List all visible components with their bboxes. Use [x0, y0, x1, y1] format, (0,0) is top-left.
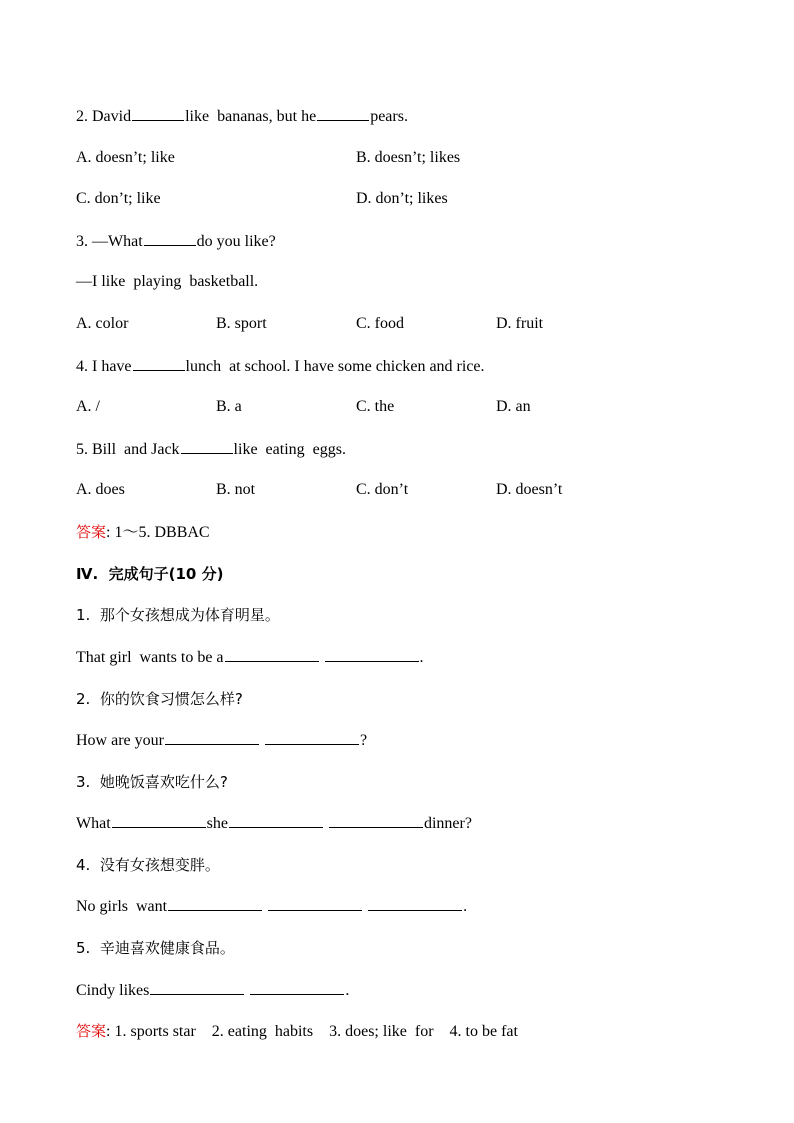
question-4: 4. I have lunch at school. I have some chicken and rice. [76, 358, 485, 375]
answer-blank [144, 231, 196, 246]
question-3-reply: —I like playing basketball. [76, 273, 259, 290]
answer-blank [150, 980, 244, 995]
answer-blank [225, 647, 319, 662]
sentence-4-english: No girls want . [76, 898, 468, 915]
question-3: 3. —What do you like? [76, 233, 276, 250]
option-d: D. doesn’t [496, 481, 563, 498]
answer-blank [368, 896, 462, 911]
answer-key-2: 答案: 1. sports star 2. eating habits 3. does; like for 4. to be fat [76, 1022, 518, 1040]
option-a: A. does [76, 481, 125, 498]
answer-blank [317, 106, 369, 121]
answer-blank [329, 813, 423, 828]
sentence-1-chinese: 1. 那个女孩想成为体育明星。 [76, 606, 280, 624]
option-d: D. fruit [496, 315, 544, 332]
answer-blank [181, 439, 233, 454]
answer-label: 答案 [76, 1022, 107, 1040]
option-b: B. a [216, 398, 242, 415]
option-a: A. color [76, 315, 129, 332]
sentence-1-english: That girl wants to be a . [76, 649, 424, 666]
option-d: D. an [496, 398, 531, 415]
question-5: 5. Bill and Jack like eating eggs. [76, 441, 346, 458]
sentence-3-chinese: 3. 她晚饭喜欢吃什么? [76, 773, 228, 791]
answer-blank [229, 813, 323, 828]
answer-blank [268, 896, 362, 911]
sentence-5-english: Cindy likes . [76, 982, 350, 999]
option-a: A. doesn’t; like [76, 149, 175, 166]
option-c: C. don’t; like [76, 190, 161, 207]
sentence-2-chinese: 2. 你的饮食习惯怎么样? [76, 690, 243, 708]
answer-blank [165, 730, 259, 745]
answer-blank [325, 647, 419, 662]
answer-blank [250, 980, 344, 995]
section-title: Ⅳ. 完成句子(10 分) [76, 565, 224, 583]
option-b: B. doesn’t; likes [356, 149, 461, 166]
option-b: B. not [216, 481, 256, 498]
sentence-2-english: How are your ? [76, 732, 368, 749]
answer-blank [133, 356, 185, 371]
answer-blank [265, 730, 359, 745]
question-2: 2. David like bananas, but he pears. [76, 108, 408, 125]
answer-blank [112, 813, 206, 828]
answer-label: 答案 [76, 523, 107, 541]
option-d: D. don’t; likes [356, 190, 448, 207]
option-a: A. / [76, 398, 100, 415]
answer-blank [168, 896, 262, 911]
sentence-4-chinese: 4. 没有女孩想变胖。 [76, 856, 220, 874]
option-c: C. don’t [356, 481, 409, 498]
option-c: C. the [356, 398, 395, 415]
answer-key-1: 答案: 1～5. DBBAC [76, 523, 210, 541]
option-c: C. food [356, 315, 404, 332]
sentence-5-chinese: 5. 辛迪喜欢健康食品。 [76, 939, 235, 957]
answer-blank [132, 106, 184, 121]
sentence-3-english: What she dinner? [76, 815, 472, 832]
option-b: B. sport [216, 315, 267, 332]
